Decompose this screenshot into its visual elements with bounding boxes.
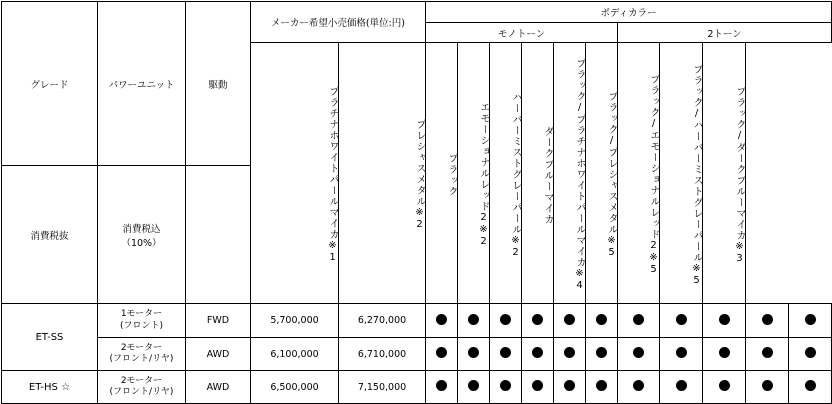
table-row [2,371,832,404]
header-price-incl-label: 消費税込 [122,223,161,235]
available-dot [532,314,543,325]
price-excl-cell: 5,700,000 [251,304,339,338]
power-unit-position: (フロント) [119,320,164,331]
available-dot [633,380,644,391]
power-unit-cell [98,304,186,338]
availability-cell [789,371,832,404]
availability-cell [660,371,703,404]
available-dot [805,314,816,325]
color-mono-4: エモーショナルレッド2※2 [458,43,490,304]
available-dot [436,380,447,391]
availability-cell [660,338,703,371]
header-price: メーカー希望小売価格(単位:円) [251,2,426,43]
available-dot [633,347,644,358]
power-unit-position: (フロント/リヤ) [109,387,174,397]
power-unit-line: 2モーター [120,375,163,386]
availability-cell [426,338,458,371]
power-unit-line: 1モーター [120,309,163,320]
available-dot [633,314,644,325]
availability-cell [586,338,618,371]
availability-cell [522,338,554,371]
header-grade: グレード [2,2,98,166]
available-dot [468,347,479,358]
availability-cell [703,304,746,338]
availability-cell [490,371,522,404]
color-two-tone-2: ブラック/プレシャスメタル※5 [586,43,618,304]
availability-cell [618,338,660,371]
availability-cell [490,304,522,338]
availability-cell [426,371,458,404]
header-two-tone: 2トーン [618,23,832,43]
header-drive: 駆動 [186,2,251,166]
available-dot [468,380,479,391]
price-excl-cell: 6,500,000 [251,371,339,404]
header-price-incl-rate: （10%） [121,237,162,249]
available-dot [719,347,730,358]
available-dot [500,347,511,358]
grade-cell: ET-SS [2,304,98,371]
availability-cell [660,304,703,338]
color-mono-1: プラチナホワイトパールマイカ※1 [251,43,339,304]
available-dot [596,314,607,325]
availability-cell [586,304,618,338]
availability-cell [426,304,458,338]
availability-cell [789,338,832,371]
color-two-tone-1: ブラック/プラチナホワイトパールマイカ※4 [554,43,586,304]
available-dot [805,380,816,391]
power-unit-cell [98,371,186,404]
grade-cell: ET-HS ☆ [2,371,98,404]
available-dot [500,314,511,325]
available-dot [436,314,447,325]
header-price-incl [98,166,186,304]
available-dot [564,347,575,358]
available-dot [676,347,687,358]
drive-cell: FWD [186,304,251,338]
table-row [2,338,832,371]
available-dot [500,380,511,391]
price-incl-cell: 6,270,000 [339,304,426,338]
availability-cell [458,304,490,338]
availability-cell [618,371,660,404]
color-mono-6: ダークブルーマイカ [522,43,554,304]
available-dot [436,347,447,358]
price-incl-cell: 7,150,000 [339,371,426,404]
availability-cell [703,371,746,404]
availability-cell [746,304,789,338]
header-body-color: ボディカラー [426,2,832,23]
available-dot [762,380,773,391]
availability-cell [746,338,789,371]
availability-cell [618,304,660,338]
price-incl-cell: 6,710,000 [339,338,426,371]
available-dot [719,314,730,325]
color-two-tone-4: ブラック/ハーバーミストグレーパール※5 [660,43,703,304]
table-row [2,304,832,338]
availability-cell [703,338,746,371]
availability-cell [458,338,490,371]
availability-cell [522,304,554,338]
available-dot [596,347,607,358]
power-unit-position: (フロント/リヤ) [109,354,174,364]
available-dot [564,314,575,325]
availability-cell [458,371,490,404]
drive-cell: AWD [186,338,251,371]
available-dot [762,347,773,358]
color-mono-5: ハーバーミストグレーパール※2 [490,43,522,304]
color-mono-3: ブラック [426,43,458,304]
availability-cell [746,371,789,404]
available-dot [468,314,479,325]
color-two-tone-3: ブラック/エモーショナルレッド2※5 [618,43,660,304]
availability-cell [522,371,554,404]
available-dot [532,380,543,391]
header-monotone: モノトーン [426,23,618,43]
header-power-unit: パワーユニット [98,2,186,166]
available-dot [676,380,687,391]
available-dot [762,314,773,325]
availability-cell [789,304,832,338]
power-unit-line: 2モーター [120,342,163,353]
available-dot [564,380,575,391]
availability-cell [554,338,586,371]
color-mono-2: プレシャスメタル※2 [339,43,426,304]
availability-cell [554,371,586,404]
availability-cell [586,371,618,404]
availability-cell [490,338,522,371]
color-two-tone-5: ブラック/ダークブルーマイカ※3 [703,43,746,304]
available-dot [719,380,730,391]
header-price-excl: 消費税抜 [2,166,98,304]
available-dot [805,347,816,358]
available-dot [676,314,687,325]
available-dot [532,347,543,358]
available-dot [596,380,607,391]
drive-cell: AWD [186,371,251,404]
price-excl-cell: 6,100,000 [251,338,339,371]
power-unit-cell [98,338,186,371]
price-table [1,1,832,404]
availability-cell [554,304,586,338]
